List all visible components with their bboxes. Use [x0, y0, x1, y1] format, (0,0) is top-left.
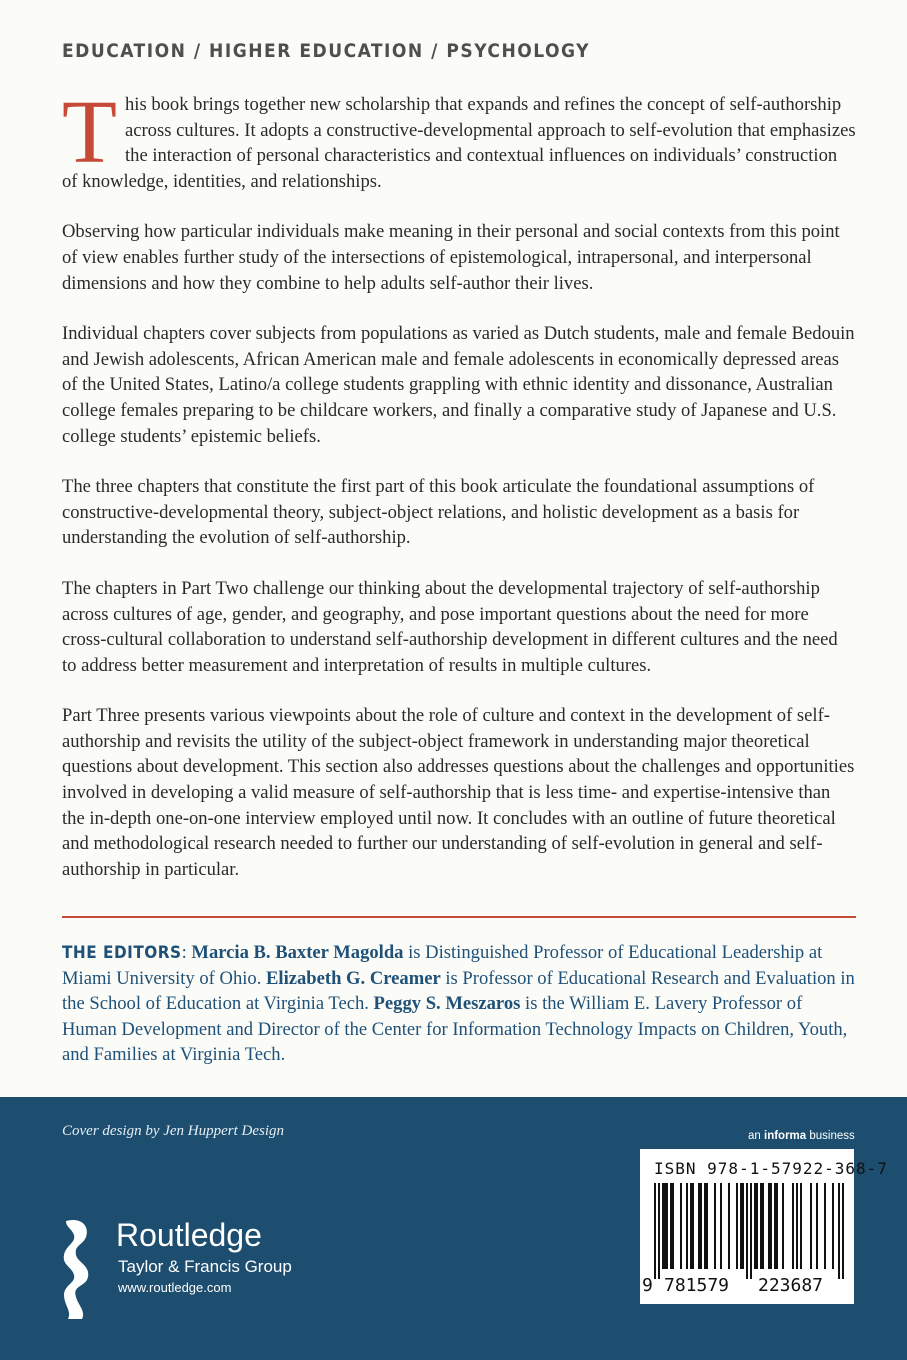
- barcode-bar: [796, 1183, 798, 1269]
- barcode-box: [640, 1149, 888, 1304]
- barcode-bar: [706, 1183, 708, 1269]
- barcode-bar: [740, 1183, 742, 1269]
- barcode-digit-lead: 9: [642, 1275, 653, 1296]
- barcode-bar: [760, 1183, 762, 1269]
- barcode-bar: [762, 1183, 764, 1269]
- editors-label-colon: :: [181, 942, 187, 963]
- informa-brand: informa: [764, 1130, 807, 1142]
- barcode-bar: [742, 1183, 744, 1269]
- editor-bio-1: is Distinguished Professor of Educational Leadership at Miami University of Ohio.: [62, 942, 823, 990]
- barcode-bar: [700, 1183, 702, 1269]
- blurb-paragraph-3: Individual chapters cover subjects from populations as varied as Dutch students, male and female Bedouin and Jewish adolescents, African American male and female adolescents in economically depressed areas of the United States, Latino/a college students grappling with ethnic identity and dissonance, Australian college females preparing to be childcare workers, and finally a comparative study of Japanese and U.S. college students’ epistemic beliefs.: [62, 323, 855, 447]
- footer-band: [0, 1097, 907, 1360]
- barcode-bar: [720, 1183, 722, 1269]
- barcode-bar: [654, 1183, 656, 1279]
- barcode-bar: [782, 1183, 784, 1269]
- barcode-bar: [770, 1183, 772, 1269]
- barcode-bar: [810, 1183, 812, 1269]
- blurb-first-text: his book brings together new scholarship that expands and refines the concept of self-authorship across cultures. It adopts a constructive-developmental approach to self-evolution that emphasizes the interaction of personal characteristics and contextual influences on individuals’ construction of knowledge, identities, and relationships.: [62, 94, 856, 192]
- editor-name-1: Marcia B. Baxter Magolda: [191, 942, 404, 963]
- editors-section: [62, 940, 856, 1067]
- barcode-bar: [768, 1183, 770, 1269]
- barcode-bar: [664, 1183, 666, 1269]
- publisher-url: www.routledge.com: [118, 1280, 232, 1295]
- drop-cap: T: [62, 83, 117, 182]
- category-header: EDUCATION / HIGHER EDUCATION / PSYCHOLOGY: [62, 40, 591, 62]
- barcode-bar: [692, 1183, 694, 1269]
- barcode-bar: [670, 1183, 672, 1269]
- blurb-paragraph-6: Part Three presents various viewpoints about the role of culture and context in the development of self-authorship and revisits the utility of the subject-object framework in understanding major theoretical questions about development. This section also addresses questions about the challenges and opportunities involved in developing a valid measure of self-authorship that is less time- and expertise-intensive than the in-depth one-on-one interview employed until now. It concludes with an outline of future theoretical and methodological research needed to further our understanding of self-evolution in general and self-authorship in particular.: [62, 705, 855, 880]
- editor-bio-3: is the William E. Lavery Professor of Human Development and Director of the Center for Information Technology Impacts on Children, Youth, and Families at Virginia Tech.: [62, 993, 848, 1065]
- publisher-name: Routledge: [116, 1217, 262, 1253]
- divider-rule: [62, 916, 856, 918]
- barcode-bar: [774, 1183, 776, 1269]
- informa-tagline: [748, 1130, 855, 1142]
- barcode-bar: [736, 1183, 738, 1269]
- isbn-label: ISBN 978-1-57922-368-7: [654, 1159, 888, 1178]
- blurb-paragraph-4: The three chapters that constitute the first part of this book articulate the foundational assumptions of constructive-developmental theory, subject-object relations, and holistic development as a basis for understanding the evolution of self-authorship.: [62, 476, 815, 549]
- editor-name-3: Peggy S. Meszaros: [373, 993, 521, 1015]
- editors-label: THE EDITORS: [62, 943, 182, 963]
- barcode-bar: [792, 1183, 794, 1269]
- blurb-paragraph-2: Observing how particular individuals make meaning in their personal and social contexts from this point of view enables further study of the intersections of epistemological, intrapersonal, and interpersonal dimensions and how they combine to help adults self-author their lives.: [62, 221, 840, 294]
- barcode-bar: [662, 1183, 664, 1269]
- barcode-digits-right: 223687: [758, 1275, 824, 1296]
- routledge-logo-icon: [56, 1215, 100, 1323]
- cover-credit: Cover design by Jen Huppert Design: [62, 1123, 285, 1139]
- barcode-bar: [832, 1183, 834, 1269]
- editor-name-2: Elizabeth G. Creamer: [266, 968, 441, 990]
- informa-suffix: business: [806, 1130, 855, 1142]
- barcode-bar: [686, 1183, 688, 1269]
- barcode-bar: [842, 1183, 844, 1279]
- barcode: [640, 1149, 854, 1304]
- barcode-bar: [746, 1183, 748, 1279]
- barcode-bar: [754, 1183, 756, 1269]
- publisher-group: Taylor & Francis Group: [118, 1257, 292, 1276]
- barcode-bar: [756, 1183, 758, 1269]
- barcode-bar: [658, 1183, 660, 1279]
- barcode-bar: [750, 1183, 752, 1279]
- barcode-bar: [776, 1183, 778, 1269]
- barcode-bar: [690, 1183, 692, 1269]
- barcode-bar: [666, 1183, 668, 1269]
- barcode-bar: [680, 1183, 682, 1269]
- barcode-bar: [672, 1183, 674, 1269]
- barcode-bar: [824, 1183, 826, 1269]
- blurb: [62, 83, 856, 907]
- blurb-paragraph-1: [62, 83, 856, 194]
- barcode-bar: [800, 1183, 802, 1269]
- barcode-bar: [714, 1183, 716, 1269]
- barcode-digits-left: 781579: [664, 1275, 730, 1296]
- barcode-bar: [704, 1183, 706, 1269]
- editor-bio-2: is Professor of Educational Research and Evaluation in the School of Education at Virginia Tech.: [62, 968, 855, 1015]
- blurb-paragraph-5: The chapters in Part Two challenge our thinking about the developmental trajectory of self-authorship across cultures of age, gender, and geography, and pose important questions about the need for more cross-cultural collaboration to understand self-authorship development in different cultures and the need to address better measurement and interpretation of results in multiple cultures.: [62, 577, 838, 676]
- barcode-bar: [698, 1183, 700, 1269]
- informa-prefix: an: [748, 1130, 764, 1142]
- barcode-bar: [728, 1183, 730, 1269]
- barcode-bar: [816, 1183, 818, 1269]
- barcode-bar: [838, 1183, 840, 1279]
